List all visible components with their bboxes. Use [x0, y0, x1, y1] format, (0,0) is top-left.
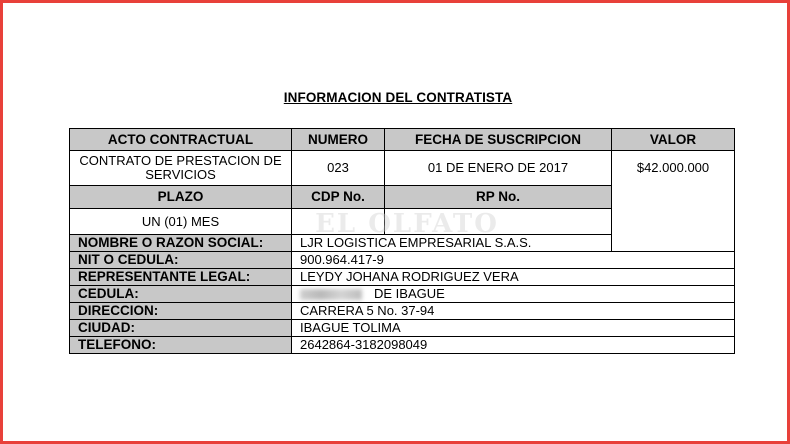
label-ciudad: CIUDAD: — [70, 320, 292, 337]
label-nit-cedula: NIT O CEDULA: — [70, 252, 292, 269]
value-nombre-razon-social: LJR LOGISTICA EMPRESARIAL S.A.S. — [292, 235, 735, 252]
value-telefono: 2642864-3182098049 — [292, 337, 735, 354]
label-nombre-razon-social: NOMBRE O RAZON SOCIAL: — [70, 235, 292, 252]
acto-contractual-value: CONTRATO DE PRESTACION DE SERVICIOS — [70, 151, 292, 186]
value-cedula — [292, 286, 735, 303]
table-row — [70, 151, 735, 186]
header-numero: NUMERO — [292, 129, 385, 151]
value-nit-cedula: 900.964.417-9 — [292, 252, 735, 269]
table-row — [70, 252, 735, 269]
table-row — [70, 269, 735, 286]
header-valor: VALOR — [612, 129, 735, 151]
header-fecha-suscripcion: FECHA DE SUSCRIPCION — [385, 129, 612, 151]
fecha-suscripcion-value: 01 DE ENERO DE 2017 — [385, 151, 612, 186]
rp-value — [385, 209, 612, 235]
label-representante-legal: REPRESENTANTE LEGAL: — [70, 269, 292, 286]
valor-value: $42.000.000 — [612, 151, 735, 252]
document-title: INFORMACION DEL CONTRATISTA — [283, 90, 513, 105]
label-telefono: TELEFONO: — [70, 337, 292, 354]
value-direccion: CARRERA 5 No. 37-94 — [292, 303, 735, 320]
numero-value: 023 — [292, 151, 385, 186]
watermark: EL OLFATO — [315, 209, 499, 239]
header-rp: RP No. — [385, 186, 612, 209]
table-row — [70, 303, 735, 320]
plazo-value: UN (01) MES — [70, 209, 292, 235]
cdp-value — [292, 209, 385, 235]
label-cedula: CEDULA: — [70, 286, 292, 303]
header-plazo: PLAZO — [70, 186, 292, 209]
table-row — [70, 320, 735, 337]
value-representante-legal: LEYDY JOHANA RODRIGUEZ VERA — [292, 269, 735, 286]
header-acto-contractual: ACTO CONTRACTUAL — [70, 129, 292, 151]
label-direccion: DIRECCION: — [70, 303, 292, 320]
contractor-info-table — [69, 128, 735, 354]
value-ciudad: IBAGUE TOLIMA — [292, 320, 735, 337]
table-row — [70, 286, 735, 303]
redacted-cedula-number — [300, 289, 362, 300]
table-header-row — [70, 129, 735, 151]
table-row — [70, 337, 735, 354]
header-cdp: CDP No. — [292, 186, 385, 209]
cedula-city: DE IBAGUE — [374, 286, 445, 301]
table-row — [70, 235, 735, 252]
